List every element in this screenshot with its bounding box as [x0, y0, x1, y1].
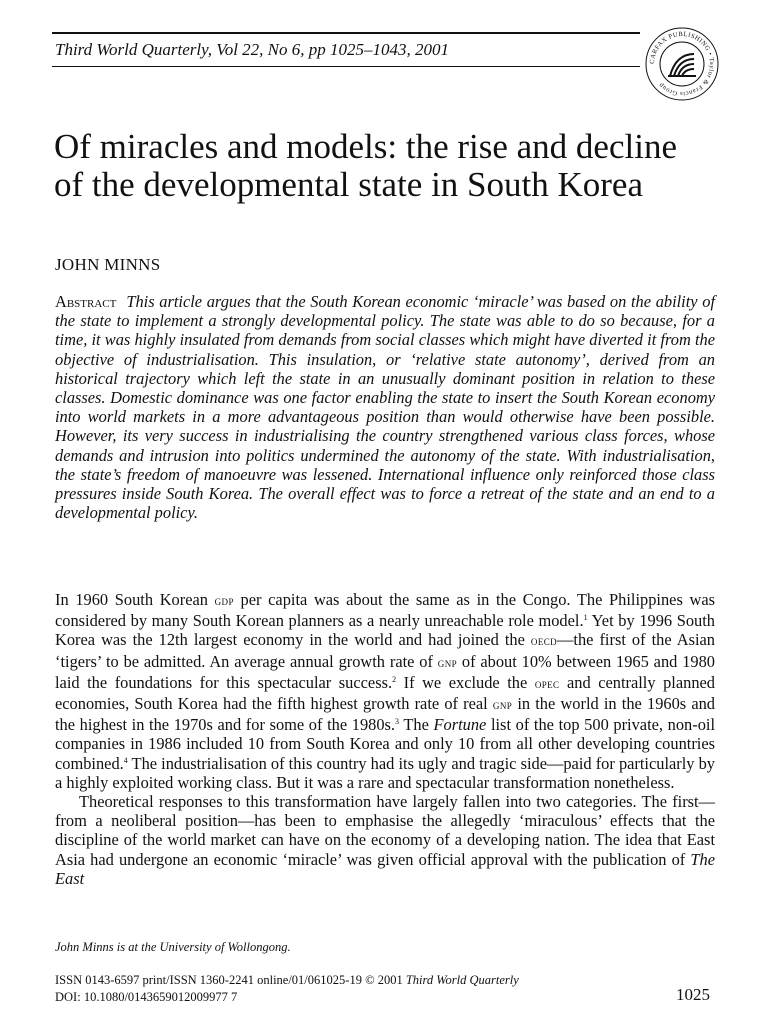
body-text — [55, 590, 715, 888]
abstract-label: Abstract — [55, 292, 117, 311]
header-rule-bottom — [52, 66, 640, 67]
paragraph-1: In 1960 South Korean gdp per capita was about the same as in the Congo. The Philippines was considered by many South Korean planners as a nearly unreachable role model.$^1$ Yet by 1996 South Korea was the 12th largest economy in the world and had joined the oecd—the first of the Asian ‘tigers’ to be admitted. An average annual growth rate of gnp of about 10% between 1965 and 1980 laid the foundations for this spectacular success.$^2$ If we exclude the opec and centrally planned economies, South Korea had the fifth highest growth rate of real gnp in the world in the 1960s and the highest in the 1970s and for some of the 1980s.$^3$ The Fortune list of the top 500 private, non-oil companies in 1986 included 10 from South Korea and only 10 from all other developing countries combined.$^4$ The industrialisation of this country had its ugly and tragic side—paid for particularly by a highly exploited working class. But it was a rare and spectacular transformation nonetheless. — [55, 590, 716, 792]
footnote-ref-2: 2 — [392, 674, 397, 684]
author-name: JOHN MINNS — [55, 255, 161, 274]
footer-issn — [55, 972, 519, 1005]
page-number: 1025 — [676, 985, 710, 1004]
acronym-opec: opec — [534, 676, 560, 691]
abstract — [55, 292, 715, 522]
logo-text: CARFAX PUBLISHING • Taylor & Francis Group — [648, 30, 716, 98]
author-affiliation: John Minns is at the University of Wollongong. — [55, 940, 291, 954]
carfax-publishing-logo — [632, 24, 732, 104]
header-rule-top — [52, 32, 640, 34]
acronym-gdp: gdp — [214, 594, 234, 608]
paragraph-2: Theoretical responses to this transformation have largely fallen into two categories. The first—from a neoliberal position—has been to emphasise the allegedly ‘miraculous’ effects that the discipline of the world market can have on the economy of a developing nation. The idea that East Asia had undergone an economic ‘miracle’ was given official approval with the publication of The East — [55, 792, 715, 888]
publication-title: The East — [55, 849, 715, 888]
issn-line: ISSN 0143-6597 print/ISSN 1360-2241 online/01/061025-19 © 2001 Third World Quarterly — [55, 973, 519, 987]
acronym-gnp: gnp — [437, 655, 458, 670]
footnote-ref-3: 3 — [395, 717, 400, 727]
doi-line: DOI: 10.1080/0143659012009977 7 — [55, 989, 238, 1004]
article-title: Of miracles and models: the rise and decline of the developmental state in South Korea — [54, 127, 677, 205]
footnote-ref-1: 1 — [583, 613, 588, 623]
acronym-gnp: gnp — [492, 698, 513, 713]
abstract-text: This article argues that the South Korean economic ‘miracle’ was based on the ability of the state to implement a strongly developmental policy. The state was able to do so because, for a time, it was highly insulated from demands from social classes which might have diverted it from the objective of industrialisation. This insulation, or ‘relative state autonomy’, derived from an historical trajectory which left the state in an unusually dominant position in relation to these classes. Domestic dominance was one factor enabling the state to insert the South Korean economy into world markets in a more advantageous position than would otherwise have been possible. However, its very success in industrialising the country strengthened various class forces, whose demands and intrusion into politics undermined the autonomy of the state. With industrialisation, the state’s freedom of manoeuvre was lessened. International influence only reinforced those class pressures inside South Korea. The overall effect was to force a retreat of the state and an end to a developmental policy. — [55, 292, 715, 523]
acronym-oecd: oecd — [530, 634, 558, 649]
footnote-ref-4: 4 — [123, 755, 128, 765]
logo-emblem — [668, 54, 696, 76]
journal-citation: Third World Quarterly, Vol 22, No 6, pp 1025–1043, 2001 — [55, 40, 450, 59]
publication-fortune: Fortune — [433, 715, 487, 735]
